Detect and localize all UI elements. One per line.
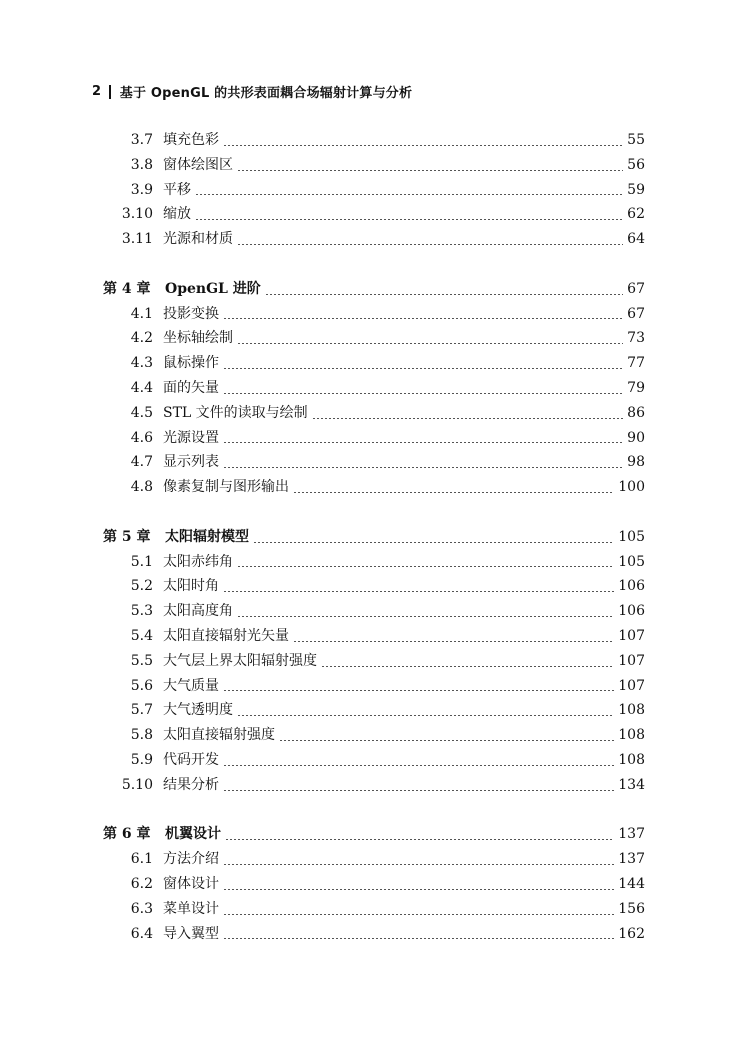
chapter-number: 第 4 章: [103, 280, 151, 297]
dot-leader: [223, 889, 614, 890]
section-number: 5.8: [130, 727, 153, 744]
toc-section-row[interactable]: [103, 202, 645, 227]
toc-section-row[interactable]: [103, 599, 645, 624]
section-title: 填充色彩: [163, 132, 219, 148]
section-title: 窗体绘图区: [163, 156, 233, 173]
page-ref: 134: [618, 776, 645, 793]
page-ref: 105: [618, 528, 645, 545]
section-title: 大气透明度: [163, 702, 233, 719]
dot-leader: [279, 740, 614, 741]
dot-leader: [223, 914, 614, 915]
page-ref: 79: [627, 379, 645, 396]
section-title: 太阳直接辐射强度: [163, 727, 275, 744]
section-title: 大气质量: [163, 677, 219, 694]
toc-section-row[interactable]: [103, 376, 645, 401]
section-title: 方法介绍: [163, 851, 219, 868]
section-number: 6.2: [130, 875, 153, 892]
dot-leader: [223, 145, 623, 146]
section-number: 5.5: [130, 652, 153, 669]
page-ref: 86: [627, 404, 645, 421]
chapter-title: OpenGL 进阶: [165, 280, 261, 297]
section-number: 5.7: [130, 702, 153, 719]
section-number: 4.4: [130, 379, 153, 396]
section-number: 6.3: [130, 900, 153, 917]
section-number: 5.2: [130, 578, 153, 595]
toc-section-row[interactable]: [103, 773, 645, 798]
dot-leader: [237, 566, 614, 567]
toc-chapter-row[interactable]: [103, 277, 645, 302]
section-title: 像素复制与图形输出: [163, 479, 289, 496]
section-title: 坐标轴绘制: [163, 330, 233, 347]
page-ref: 137: [618, 826, 645, 843]
page-ref: 108: [618, 702, 645, 719]
dot-leader: [223, 393, 623, 394]
section-title: 鼠标操作: [163, 355, 219, 372]
section-title: 结果分析: [163, 776, 219, 793]
dot-leader: [237, 244, 623, 245]
page-ref: 107: [618, 677, 645, 694]
toc-section-row[interactable]: [103, 227, 645, 252]
section-number: 5.3: [130, 603, 153, 620]
section-title: 显示列表: [163, 454, 219, 471]
chapter-number: 第 5 章: [103, 528, 151, 545]
section-number: 4.1: [130, 305, 153, 322]
toc-section-row[interactable]: [103, 426, 645, 451]
chapter-title: 太阳辐射模型: [165, 528, 249, 545]
page-ref: 107: [618, 627, 645, 644]
section-title: 缩放: [163, 206, 191, 223]
page-ref: 59: [627, 181, 645, 198]
dot-leader: [223, 938, 614, 939]
toc-section-row[interactable]: [103, 128, 645, 153]
page-ref: 108: [618, 751, 645, 768]
section-number: 6.1: [130, 851, 153, 868]
page-ref: 162: [618, 925, 645, 942]
book-title: 基于 OpenGL 的共形表面耦合场辐射计算与分析: [119, 86, 413, 101]
section-number: 5.4: [130, 627, 153, 644]
dot-leader: [223, 467, 623, 468]
header-divider: [109, 85, 111, 99]
toc-section-row[interactable]: [103, 723, 645, 748]
section-title: 平移: [163, 181, 191, 198]
dot-leader: [253, 542, 614, 543]
section-title: 面的矢量: [163, 379, 219, 396]
section-title: 投影变换: [163, 305, 219, 322]
dot-leader: [223, 765, 614, 766]
dot-leader: [293, 641, 614, 642]
toc-section-row[interactable]: [103, 574, 645, 599]
toc-section-row[interactable]: [103, 674, 645, 699]
page-ref: 144: [618, 875, 645, 892]
toc-section-row[interactable]: [103, 475, 645, 500]
page-ref: 137: [618, 851, 645, 868]
dot-leader: [223, 864, 614, 865]
dot-leader: [237, 616, 614, 617]
page-ref: 106: [618, 603, 645, 620]
page-ref: 156: [618, 900, 645, 917]
toc-section-row[interactable]: [103, 326, 645, 351]
dot-leader: [265, 294, 623, 295]
page-ref: 107: [618, 652, 645, 669]
page-ref: 55: [627, 132, 645, 148]
dot-leader: [223, 318, 623, 319]
section-number: 5.6: [130, 677, 153, 694]
page-ref: 67: [627, 305, 645, 322]
toc-section-row[interactable]: [103, 178, 645, 203]
toc-section-row[interactable]: [103, 153, 645, 178]
dot-leader: [293, 492, 614, 493]
page-ref: 106: [618, 578, 645, 595]
chapter-title: 机翼设计: [165, 826, 221, 843]
section-number: 4.7: [130, 454, 153, 471]
dot-leader: [321, 666, 614, 667]
chapter-number: 第 6 章: [103, 826, 151, 843]
section-title: 代码开发: [163, 751, 219, 768]
dot-leader: [223, 690, 614, 691]
toc-section-row[interactable]: [103, 351, 645, 376]
dot-leader: [237, 170, 623, 171]
dot-leader: [195, 219, 623, 220]
toc-section-row[interactable]: [103, 401, 645, 426]
dot-leader: [195, 194, 623, 195]
page-ref: 62: [627, 206, 645, 223]
dot-leader: [223, 790, 614, 791]
section-number: 4.2: [130, 330, 153, 347]
toc-section-row[interactable]: [103, 624, 645, 649]
section-number: 3.10: [121, 206, 153, 223]
toc-section-row[interactable]: [103, 872, 645, 897]
dot-leader: [225, 839, 614, 840]
page-ref: 90: [627, 429, 645, 446]
section-number: 5.9: [130, 751, 153, 768]
page-ref: 67: [627, 280, 645, 297]
section-title: 大气层上界太阳辐射强度: [163, 652, 317, 669]
toc-section-row[interactable]: [103, 698, 645, 723]
section-title: 太阳直接辐射光矢量: [163, 627, 289, 644]
page-ref: 73: [627, 330, 645, 347]
toc-section-row[interactable]: [103, 897, 645, 922]
dot-leader: [312, 418, 623, 419]
section-title: 太阳时角: [163, 578, 219, 595]
page-ref: 98: [627, 454, 645, 471]
section-number: 3.8: [130, 156, 153, 173]
section-title: 光源和材质: [163, 231, 233, 248]
table-of-contents: [103, 128, 645, 946]
page-ref: 105: [618, 553, 645, 570]
section-number: 5.10: [121, 776, 153, 793]
toc-section-row[interactable]: [103, 847, 645, 872]
section-title: 太阳高度角: [163, 603, 233, 620]
toc-chapter-row[interactable]: [103, 525, 645, 550]
section-number: 4.5: [130, 404, 153, 421]
toc-section-row[interactable]: [103, 922, 645, 947]
toc-section-row[interactable]: [103, 748, 645, 773]
page-number: 2: [92, 84, 102, 99]
page-ref: 64: [627, 231, 645, 248]
section-number: 4.3: [130, 355, 153, 372]
dot-leader: [223, 591, 614, 592]
section-number: 5.1: [130, 553, 153, 570]
dot-leader: [223, 368, 623, 369]
dot-leader: [237, 715, 614, 716]
toc-section-row[interactable]: [103, 550, 645, 575]
section-title: 光源设置: [163, 429, 219, 446]
toc-chapter-row[interactable]: [103, 822, 645, 847]
section-title: 窗体设计: [163, 875, 219, 892]
toc-section-row[interactable]: [103, 302, 645, 327]
section-number: 4.8: [130, 479, 153, 496]
section-title: 导入翼型: [163, 925, 219, 942]
page-ref: 108: [618, 727, 645, 744]
page-ref: 77: [627, 355, 645, 372]
page-ref: 100: [618, 479, 645, 496]
section-number: 3.7: [130, 132, 153, 148]
running-header: [92, 82, 412, 101]
dot-leader: [237, 343, 623, 344]
page-ref: 56: [627, 156, 645, 173]
section-number: 3.9: [130, 181, 153, 198]
section-title: 菜单设计: [163, 900, 219, 917]
section-number: 4.6: [130, 429, 153, 446]
section-title: STL 文件的读取与绘制: [163, 404, 308, 421]
toc-section-row[interactable]: [103, 649, 645, 674]
section-number: 6.4: [130, 925, 153, 942]
section-number: 3.11: [121, 231, 153, 248]
dot-leader: [223, 442, 623, 443]
section-title: 太阳赤纬角: [163, 553, 233, 570]
toc-section-row[interactable]: [103, 450, 645, 475]
